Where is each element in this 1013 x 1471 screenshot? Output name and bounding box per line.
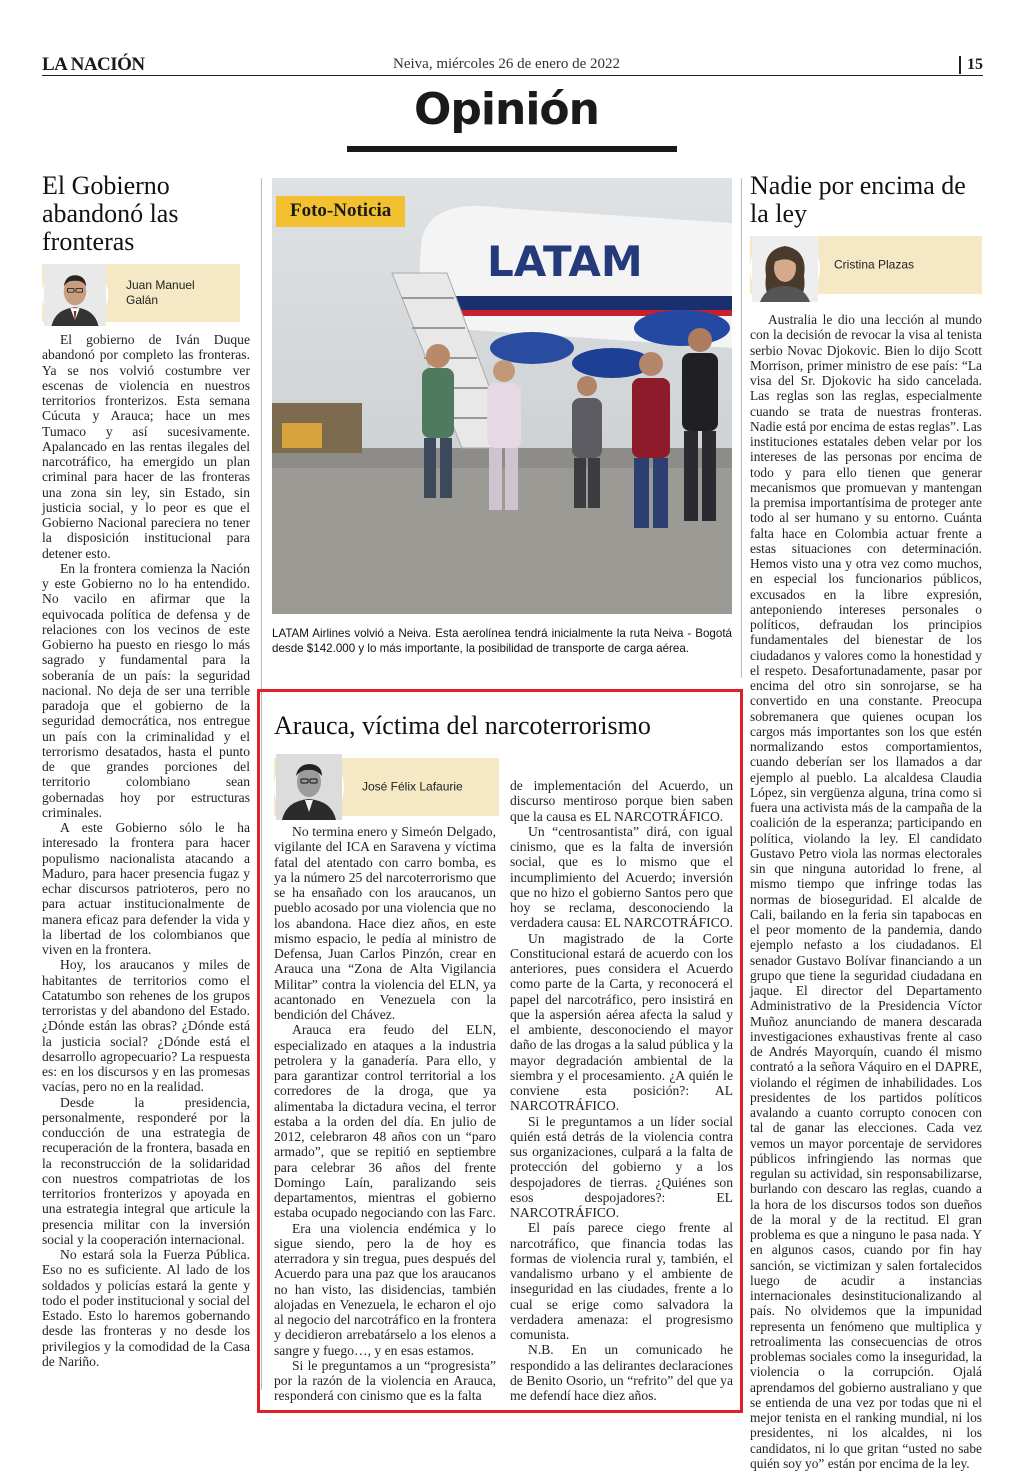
author-avatar — [42, 262, 108, 328]
author-avatar — [750, 234, 820, 304]
newspaper-logo[interactable]: LA NACIÓN — [42, 54, 145, 75]
airport-photo-icon — [272, 178, 732, 614]
paragraph: En la frontera comienza la Nación y este Gobierno no lo ha entendido. No vacilo en afirmar que la equivocada política de defensa y de relaciones con los vecinos de este Gobierno ha puesto en riesgo lo más sagrado y fundamental para la soberanía de un país: la seguridad nacional. No deja de ser una terrible paradoja que el gobierno de la seguridad democrática, nos entregue un país con la criminalidad y el terrorismo desatados, hasta el punto de que grandes porciones del territorio colombiano sean gobernadas hoy por estructuras criminales. — [42, 560, 250, 820]
photo-caption: LATAM Airlines volvió a Neiva. Esta aerolínea tendrá inicialmente la ruta Neiva - Bogotá desde $142.000 y lo más importante, la posibilidad de transporte de carga aérea. — [272, 627, 732, 655]
left-article — [42, 172, 250, 1369]
section-title: Opinión — [414, 84, 599, 135]
masthead-rule — [42, 75, 983, 76]
author-byline — [42, 264, 240, 322]
paragraph: No estará sola la Fuerza Pública. Eso no es suficiente. Al lado de los soldados y policías estará la gente y todo el poder institucional y social del Estado. Esto lo haremos gobernando desde las fronteras y no desde los privilegios y la comodidad de la Casa de Nariño. — [42, 1247, 250, 1369]
author-byline — [274, 758, 499, 816]
section-underline — [347, 146, 677, 152]
article-body — [42, 332, 250, 1369]
page-number: 15 — [959, 56, 983, 74]
paragraph: A este Gobierno sólo le ha interesado la frontera para hacer populismo nacionalista atacando a Maduro, para hacer presencia fugaz y echar discursos patrioteros, pero no para actuar institucionalmente de manera eficaz para defender la vida y la libertad de los colombianos que viven en la frontera. — [42, 820, 250, 957]
center-byline-wrap — [274, 758, 499, 816]
paragraph: Si le preguntamos a un líder social quién está detrás de la violencia contra sus organizaciones, culpará a la falta de protección del gobierno y a los despojadores de tierras. ¿Quiénes son esos despojadores?: EL NARCOTRÁFICO. — [510, 1113, 733, 1220]
paragraph: Un “centrosantista” dirá, con igual cinismo, que es la falta de inversión social, que es lo mismo que el incumplimiento del Acuerdo; inversión que no hizo el gobierno Santos pero que hoy se reclama, desconociendo la verdadera causa: EL NARCOTRÁFICO. — [510, 823, 733, 931]
author-name: Cristina Plazas — [834, 257, 915, 272]
article-body-col1 — [274, 824, 496, 1404]
article-headline[interactable]: El Gobierno abandonó las fronteras — [42, 171, 179, 256]
column-divider — [741, 178, 742, 678]
author-avatar — [274, 752, 344, 822]
right-article — [750, 172, 982, 1471]
author-photo-icon — [276, 754, 342, 820]
paragraph: Era una violencia endémica y lo sigue siendo, pero la de hoy es aterradora y sin tregua, pues después del Acuerdo para una paz que los araucanos no han visto, las disidencias, también alojadas en Venezuela, le echaron el ojo al negocio del narcotráfico en la frontera y decidieron arrebatárselo a los elenos a sangre y fuego…, y en esas estamos. — [274, 1220, 496, 1358]
paragraph: Australia le dio una lección al mundo con la decisión de revocar la visa al tenista serbio Novac Djokovic. Bien lo dijo Scott Morrison, primer ministro de ese país: “La visa del Sr. Djokovic ha sido cancelada. Las reglas son las reglas, especialmente cuando se trata de nuestras fronteras. Nadie está por encima de estas reglas”. Las instituciones estatales deben velar por los intereses de las personas por encima de todo y para ello tienen que generar mecanismos que promuevan y mantengan la premisa importantísima de proteger ante todo al ser humano y su entorno. Cuánta falta hace en Colombia actuar frente a estas situaciones con determinación. Hemos visto una y otra vez como muchos, en especial los funcionarios públicos, excusados en la libre expresión, anteponiendo intereses personales o políticos, defraudan los principios fundamentales del bienestar de los ciudadanos y valores como la honestidad y el respeto. Desafortunadamente, pasar por encima del otro sin sonrojarse, se ha convertido en una constante. Preocupa sobremanera que quienes ocupan los cargos más importantes son los que estén normalizando estos comportamientos, cuando deberían ser los llamados a dar ejemplo al pueblo. La alcaldesa Claudia López, sin vergüenza alguna, trina como si fuera una activista más de la campaña de la coalición de la esperanza; participando en política, violando la ley. El candidato Gustavo Petro viola las normas electorales sin que ninguna autoridad lo frene, al mismo tiempo que infringe todas las normas de bioseguridad. El alcalde de Cali, bailando en la feria sin tapabocas en el peor momento de la pandemia, dando ejemplo nefasto a los ciudadanos. El senador Gustavo Bolívar financiando a un grupo que tiene la seguridad ciudadana en jaque. El director del Departamento Administrativo de la Presidencia Víctor Muñoz anunciando de manera descarada investigaciones exhaustivas frente al caso de Andrés Mayorquín, cuando él mismo contrató a la señora Váquiro en el DAPRE, violando el régimen de inhabilidades. Los presidentes de los partidos políticos avalando a cuanto corrupto conocen con tal de ganar las elecciones. Cada vez vemos un mayor porcentaje de servidores públicos infringiendo las normas que regulan su actividad, sin responsabilizarse, burlando con descaro las reglas, cuando a la hora de los discursos todos son dueños de la moral y de la rectitud. El gran problema es que a ninguno le pasa nada. Y en algunos casos, cuando por fin hay sanción, se victimizan y salen fortalecidos luego de acudir a instancias internacionales desinstitucionalizando al país. No olvidemos que la impunidad representa un fenómeno que multiplica y retroalimenta las consecuencias de otros problemas sociales como la inseguridad, la violencia o la corrupción. Ojalá aprendamos del gobierno australiano y que se entienda de una vez por todas que ni el mejor tenista en el ranking mundial, ni los presidentes, ni los alcaldes, ni los candidatos, ni lo que gritan “usted no sabe quién soy yo” están por encima de la ley. — [750, 312, 983, 1471]
article-body — [750, 312, 982, 1471]
paragraph: El gobierno de Iván Duque abandonó por completo las fronteras. Ya se nos volvió costumbre ver escenas de violencia en nuestros territorios fronterizos. Esta semana Cúcuta y Arauca; hace un mes Tumaco y así sucesivamente. Apalancado en las rentas ilegales del narcotráfico, ha emergido un plan criminal para hacer de las fronteras una zona sin ley, sin Estado, sin justicia social, y lo peor es que el Gobierno Nacional pareciera no tener la disposición institucional para detener esto. — [42, 332, 250, 561]
paragraph: Si le preguntamos a un “progresista” por la razón de la violencia en Arauca, responderá con cinismo que es la falta — [274, 1357, 496, 1404]
foto-noticia-tag: Foto-Noticia — [276, 196, 405, 227]
center-article — [274, 712, 734, 740]
author-name: José Félix Lafaurie — [362, 779, 463, 794]
author-byline — [750, 236, 982, 294]
paragraph: N.B. En un comunicado he respondido a las delirantes declaraciones de Benito Osorio, un “refrito” del que ya me defendí hace diez años. — [510, 1342, 733, 1403]
paragraph: de implementación del Acuerdo, un discurso mentiroso porque bien saben que la causa es EL NARCOTRÁFICO. — [510, 778, 733, 824]
issue-date: Neiva, miércoles 26 de enero de 2022 — [393, 56, 620, 72]
paragraph: Un magistrado de la Corte Constitucional estará de acuerdo con los anteriores, pues considera el Acuerdo como parte de la Carta, y reconocerá el papel del narcotráfico, pero insistirá en que la aspersión aérea afecta la salud y el ambiente, desconociendo el mayor daño de las drogas a la salud pública y la mayor degradación ambiental de la siembra y el procesamiento. ¿A quién le conviene esta posición?: AL NARCOTRÁFICO. — [510, 930, 733, 1114]
paragraph: No termina enero y Simeón Delgado, vigilante del ICA en Saravena y víctima fatal del atentado con carro bomba, es ya la número 25 del narcoterrorismo que se ha ensañado con los araucanos, un pueblo acosado por una violencia que no los abandona. Hace diez años, en este mismo espacio, le pedía al ministro de Defensa, Juan Carlos Pinzón, crear en Arauca una “Zona de Alta Vigilancia Militar” contra la violencia del ELN, ya acantonado en Venezuela con la bendición del Chávez. — [274, 824, 496, 1022]
author-photo-icon — [752, 236, 818, 302]
author-photo-icon — [44, 264, 106, 326]
paragraph: Arauca era feudo del ELN, especializado en ataques a la industria petrolera y la ganadería. Para ello, y para garantizar control territorial a los corredores de la droga, que ya alimentaba la dictadura vecina, el terror estaba a la orden del día. En julio de 2012, celebraron 48 años con un “paro armado”, que se repitió en septiembre para celebrar 36 años del frente Domingo Laín, paralizando seis departamentos, mientras el gobierno estaba ocupado negociando con las Farc. — [274, 1022, 496, 1221]
article-headline[interactable]: Nadie por encima de la ley — [750, 171, 966, 228]
news-photo[interactable] — [272, 178, 732, 614]
plane-livery-text: LATAM — [487, 237, 643, 286]
paragraph: Hoy, los araucanos y miles de habitantes de territorios como el Catatumbo son rehenes de los grupos terroristas y del abandono del Estado. ¿Dónde están las obras? ¿Dónde está la justicia social? ¿Dónde está el desarrollo agropecuario? La respuesta es: en los discursos y en las promesas vacías, pero no en la realidad. — [42, 957, 250, 1095]
article-headline[interactable]: Arauca, víctima del narcoterrorismo — [274, 711, 651, 740]
paragraph: El país parece ciego frente al narcotráfico, que financia todas las formas de violencia rural y, también, el vandalismo urbano y el ambiente de inseguridad en las ciudades, frente a lo cual se erige como salvadora la verdadera amenaza: el progresismo comunista. — [510, 1220, 733, 1342]
article-body-col2 — [510, 778, 733, 1403]
author-name: Juan Manuel Galán — [126, 278, 195, 307]
paragraph: Desde la presidencia, personalmente, responderé por la conducción de una estrategia de recuperación de la frontera, basada en la reconstrucción de la solidaridad con nuestros compatriotas de los territorios fronterizos y apoyada en una estrategia integral que articule la presencia militar con la inversión social y la cooperación internacional. — [42, 1094, 250, 1247]
